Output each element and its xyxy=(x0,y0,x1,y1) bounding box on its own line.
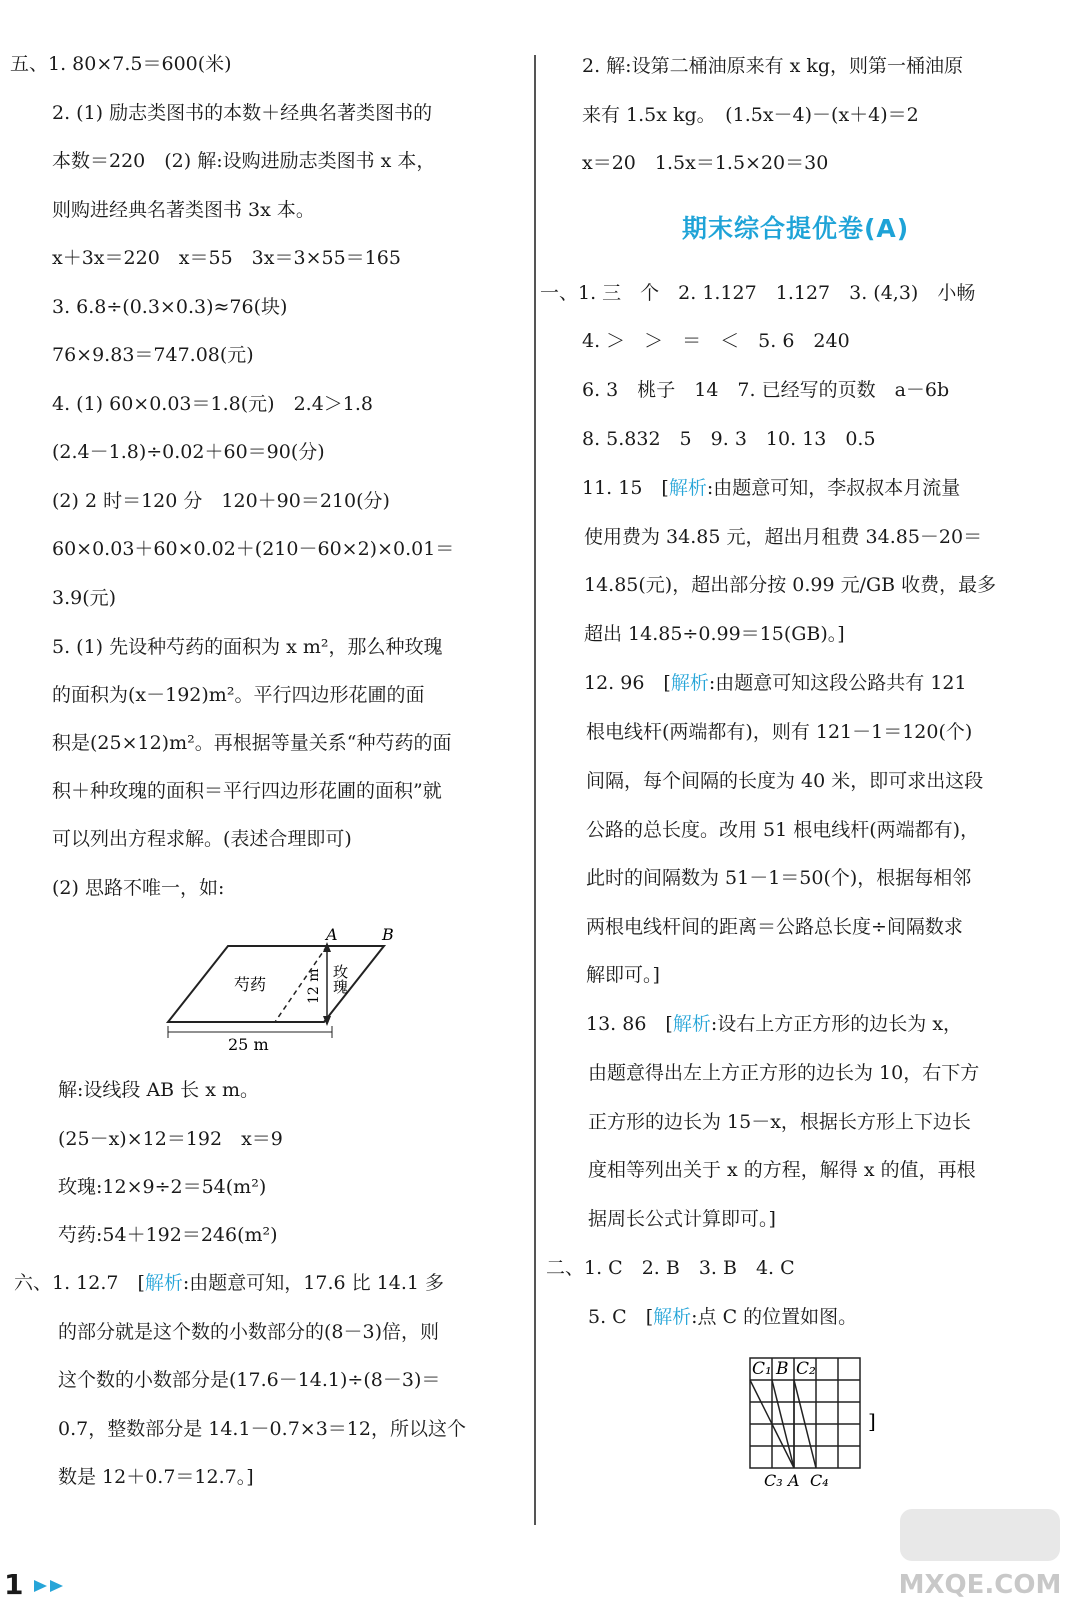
text-line: 4. (1) 60×0.03＝1.8(元) 2.4＞1.8 xyxy=(52,393,373,415)
analysis-tag: 解析 xyxy=(653,1306,692,1328)
text-line: 76×9.83＝747.08(元) xyxy=(52,344,254,366)
text-line xyxy=(586,1012,962,1036)
text-line: 的面积为(x－192)m²。平行四边形花圃的面 xyxy=(52,684,425,706)
text-line: 根电线杆(两端都有)，则有 121－1＝120(个) xyxy=(586,721,973,743)
text-line: x＋3x＝220 x＝55 3x＝3×55＝165 xyxy=(52,247,401,269)
text-line: 来有 1.5x kg。 (1.5x－4)－(x＋4)＝2 xyxy=(582,104,919,126)
label-a: A xyxy=(788,1471,800,1490)
text-line: 由题意得出左上方正方形的边长为 10，右下方 xyxy=(588,1062,980,1084)
text-line: 玫瑰:12×9÷2＝54(m²) xyxy=(58,1176,267,1198)
text-seg: :点 C 的位置如图。 xyxy=(691,1306,858,1328)
text-line: 4. ＞ ＞ ＝ ＜ 5. 6 240 xyxy=(582,330,850,352)
text-line xyxy=(588,1305,857,1329)
text-line: 正方形的边长为 15－x，根据长方形上下边长 xyxy=(588,1111,971,1133)
text-line: 此时的间隔数为 51－1＝50(个)，根据每相邻 xyxy=(586,867,972,889)
analysis-tag: 解析 xyxy=(668,477,707,499)
text-line: (25－x)×12＝192 x＝9 xyxy=(58,1128,283,1150)
text-line: 的部分就是这个数的小数部分的(8－3)倍，则 xyxy=(58,1321,440,1343)
text-line: 则购进经典名著类图书 3x 本。 xyxy=(52,199,315,221)
label-c3: C₃ xyxy=(764,1471,783,1490)
text-seg: :由题意可知，17.6 比 14.1 多 xyxy=(182,1272,445,1294)
text-line: 二、1. C 2. B 3. B 4. C xyxy=(546,1257,795,1279)
parallelogram-diagram xyxy=(160,920,410,1060)
label-12m: 12 m xyxy=(306,968,322,1004)
text-line: 一、1. 三 个 2. 1.127 1.127 3. (4,3) 小畅 xyxy=(540,282,976,304)
text-line: 8. 5.832 5 9. 3 10. 13 0.5 xyxy=(582,428,876,450)
text-line: 可以列出方程求解。(表述合理即可) xyxy=(52,828,352,850)
text-line: (2) 2 时＝120 分 120＋90＝210(分) xyxy=(52,490,390,512)
column-divider xyxy=(534,55,536,1525)
grid-diagram xyxy=(740,1350,890,1495)
text-line: 积是(25×12)m²。再根据等量关系“种芍药的面 xyxy=(52,732,452,754)
page-number: 1 xyxy=(4,1568,24,1601)
text-line: 2. 解:设第二桶油原来有 x kg，则第一桶油原 xyxy=(582,55,964,77)
text-line: 3.9(元) xyxy=(52,587,117,609)
analysis-tag: 解析 xyxy=(672,1013,711,1035)
text-line: 超出 14.85÷0.99＝15(GB)。] xyxy=(584,623,845,645)
text-line: 解即可。] xyxy=(586,964,660,986)
text-line: 这个数的小数部分是(17.6－14.1)÷(8－3)＝ xyxy=(58,1369,441,1391)
text-line: 五、1. 80×7.5＝600(米) xyxy=(10,53,232,75)
label-c2: C₂ xyxy=(796,1359,816,1379)
label-c4: C₄ xyxy=(810,1471,829,1490)
text-line: x＝20 1.5x＝1.5×20＝30 xyxy=(582,152,829,174)
double-arrow-icon xyxy=(34,1578,68,1594)
text-line: 间隔，每个间隔的长度为 40 米，即可求出这段 xyxy=(586,770,984,792)
text-seg: 5. C [ xyxy=(588,1306,654,1328)
label-b: B xyxy=(382,925,394,944)
text-line: 使用费为 34.85 元，超出月租费 34.85－20＝ xyxy=(584,526,983,548)
label-meigui: 玫瑰 xyxy=(331,964,349,994)
text-line: (2.4－1.8)÷0.02＋60＝90(分) xyxy=(52,441,325,463)
text-seg: 11. 15 [ xyxy=(582,477,669,499)
label-25m: 25 m xyxy=(228,1035,269,1054)
text-line: 据周长公式计算即可。] xyxy=(588,1208,776,1230)
label-shaoyao: 芍药 xyxy=(234,975,267,994)
text-line: 6. 3 桃子 14 7. 已经写的页数 a－6b xyxy=(582,379,950,401)
text-seg: :由题意可知，李叔叔本月流量 xyxy=(706,477,961,499)
watermark-logo xyxy=(890,1505,1070,1600)
text-line: 5. (1) 先设种芍药的面积为 x m²，那么种玫瑰 xyxy=(52,636,443,658)
text-line xyxy=(582,476,960,500)
text-line: 0.7，整数部分是 14.1－0.7×3＝12，所以这个 xyxy=(58,1418,466,1440)
text-line: 3. 6.8÷(0.3×0.3)≈76(块) xyxy=(52,296,288,318)
label-a: A xyxy=(326,925,338,944)
text-line: 解:设线段 AB 长 x m。 xyxy=(58,1079,259,1101)
text-seg: 六、1. 12.7 [ xyxy=(14,1272,145,1294)
text-line: 芍药:54＋192＝246(m²) xyxy=(58,1224,278,1246)
text-line: 14.85(元)，超出部分按 0.99 元/GB 收费，最多 xyxy=(584,574,997,596)
text-seg: :由题意可知这段公路共有 121 xyxy=(708,672,967,694)
watermark-text: MXQE.COM xyxy=(898,1570,1062,1600)
label-b: B xyxy=(776,1359,789,1379)
text-line: 60×0.03＋60×0.02＋(210－60×2)×0.01＝ xyxy=(52,538,455,560)
text-seg: 12. 96 [ xyxy=(584,672,671,694)
text-line: 数是 12＋0.7＝12.7。] xyxy=(58,1466,254,1488)
text-line: 积＋种玫瑰的面积＝平行四边形花圃的面积”就 xyxy=(52,780,442,802)
text-line: 本数＝220 (2) 解:设购进励志类图书 x 本， xyxy=(52,150,436,172)
text-seg: :设右上方正方形的边长为 x， xyxy=(710,1013,963,1035)
text-line: 2. (1) 励志类图书的本数＋经典名著类图书的 xyxy=(52,102,433,124)
text-line: 两根电线杆间的距离＝公路总长度÷间隔数求 xyxy=(586,916,963,938)
text-line xyxy=(584,671,967,695)
text-seg: 13. 86 [ xyxy=(586,1013,673,1035)
text-line: 公路的总长度。改用 51 根电线杆(两端都有)， xyxy=(586,819,980,841)
text-line: 度相等列出关于 x 的方程，解得 x 的值，再根 xyxy=(588,1159,976,1181)
closing-bracket: ] xyxy=(868,1409,876,1433)
section-title: 期末综合提优卷(A) xyxy=(682,214,910,243)
text-line xyxy=(14,1271,444,1295)
label-c1: C₁ xyxy=(752,1359,772,1379)
analysis-tag: 解析 xyxy=(144,1272,183,1294)
analysis-tag: 解析 xyxy=(670,672,709,694)
text-line: (2) 思路不唯一，如: xyxy=(52,877,225,899)
